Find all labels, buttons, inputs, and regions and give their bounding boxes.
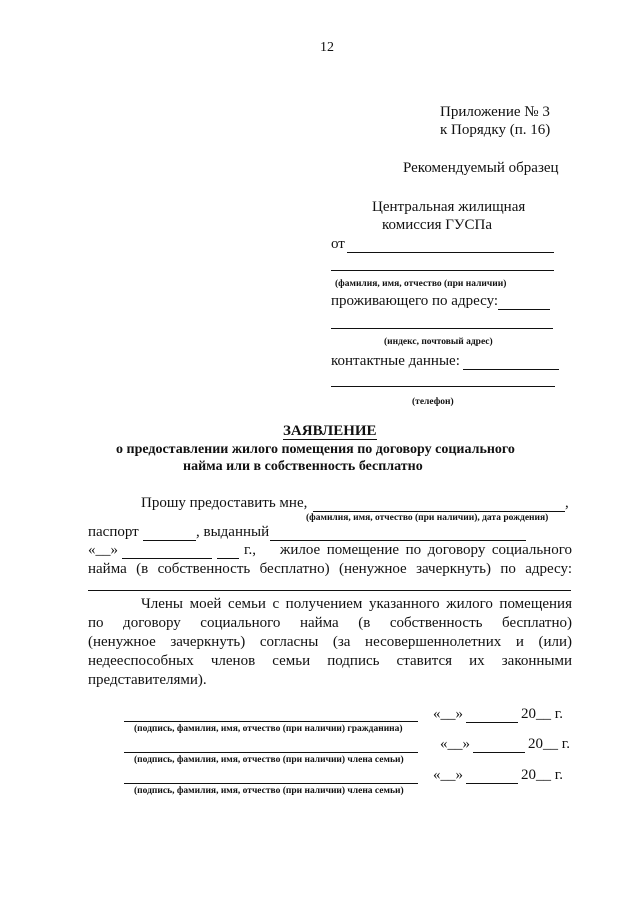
contact-field-line2 (331, 386, 555, 387)
from-field-line2 (331, 270, 554, 271)
signature-caption-3: (подпись, фамилия, имя, отчество (при наличии) члена семьи) (134, 786, 404, 796)
line4-text: найма (в собственность бесплатно) (ненужное зачеркнуть) по адресу: (88, 561, 572, 577)
contact-label: контактные данные: (331, 353, 460, 369)
signature-date-open-1: «__» (433, 706, 463, 722)
caption-fio: (фамилия, имя, отчество (при наличии) (335, 279, 507, 289)
signature-line-2 (124, 752, 418, 753)
caption-fio-dob: (фамилия, имя, отчество (при наличии), дата рождения) (306, 513, 549, 523)
contact-field-line1 (463, 369, 559, 370)
from-field-line1 (347, 252, 554, 253)
request-start: Прошу предоставить мне, (141, 495, 308, 511)
signature-month-line-1 (466, 722, 518, 723)
signature-line-3 (124, 783, 418, 784)
subtitle-line2: найма или в собственность бесплатно (183, 459, 423, 474)
signature-month-line-3 (466, 783, 518, 784)
address-field-line2 (331, 328, 553, 329)
subtitle-line1: о предоставлении жилого помещения по договору социального (116, 442, 515, 457)
family-line3: (ненужное зачеркнуть) согласны (за несовершеннолетних и (или) (88, 634, 572, 650)
address-request-line (88, 590, 571, 591)
document-title: ЗАЯВЛЕНИЕ (283, 423, 377, 439)
address-field-line1 (498, 309, 550, 310)
signature-year-3: 20__ г. (521, 767, 563, 783)
addressee-line2: комиссия ГУСПа (382, 217, 493, 233)
appendix-line1: Приложение № 3 (440, 104, 550, 120)
signature-year-2: 20__ г. (528, 736, 570, 752)
from-label: от (331, 236, 345, 252)
family-line1: Члены моей семьи с получением указанного жилого помещения (141, 596, 572, 612)
caption-phone: (телефон) (412, 397, 454, 407)
recommended-sample: Рекомендуемый образец (403, 160, 559, 176)
issue-year-line (217, 558, 239, 559)
signature-date-open-2: «__» (440, 736, 470, 752)
appendix-line2: к Порядку (п. 16) (440, 122, 551, 138)
request-fio-line (313, 511, 565, 512)
address-label: проживающего по адресу: (331, 293, 499, 309)
caption-index: (индекс, почтовый адрес) (384, 337, 493, 347)
issued-by-line (270, 540, 526, 541)
signature-caption-1: (подпись, фамилия, имя, отчество (при наличии) гражданина) (134, 724, 403, 734)
family-line2: по договору социального найма (в собственность бесплатно) (88, 615, 572, 631)
family-line5: представителями). (88, 672, 207, 688)
issue-date-open: «__» (88, 542, 118, 558)
signature-date-open-3: «__» (433, 767, 463, 783)
family-line4: недееспособных членов семьи подпись ставится их законными (88, 653, 572, 669)
addressee-line1: Центральная жилищная (372, 199, 526, 215)
year-suffix: г., (244, 542, 256, 558)
signature-month-line-2 (473, 752, 525, 753)
page-number: 12 (320, 40, 334, 55)
signature-caption-2: (подпись, фамилия, имя, отчество (при наличии) члена семьи) (134, 755, 404, 765)
line3-text: жилое помещение по договору социального (280, 542, 572, 558)
signature-year-1: 20__ г. (521, 706, 563, 722)
passport-number-line (143, 540, 196, 541)
passport-label: паспорт (88, 524, 139, 540)
issue-month-line (122, 558, 212, 559)
request-comma: , (565, 495, 569, 511)
signature-line-1 (124, 721, 418, 722)
issued-label: , выданный (196, 524, 270, 540)
